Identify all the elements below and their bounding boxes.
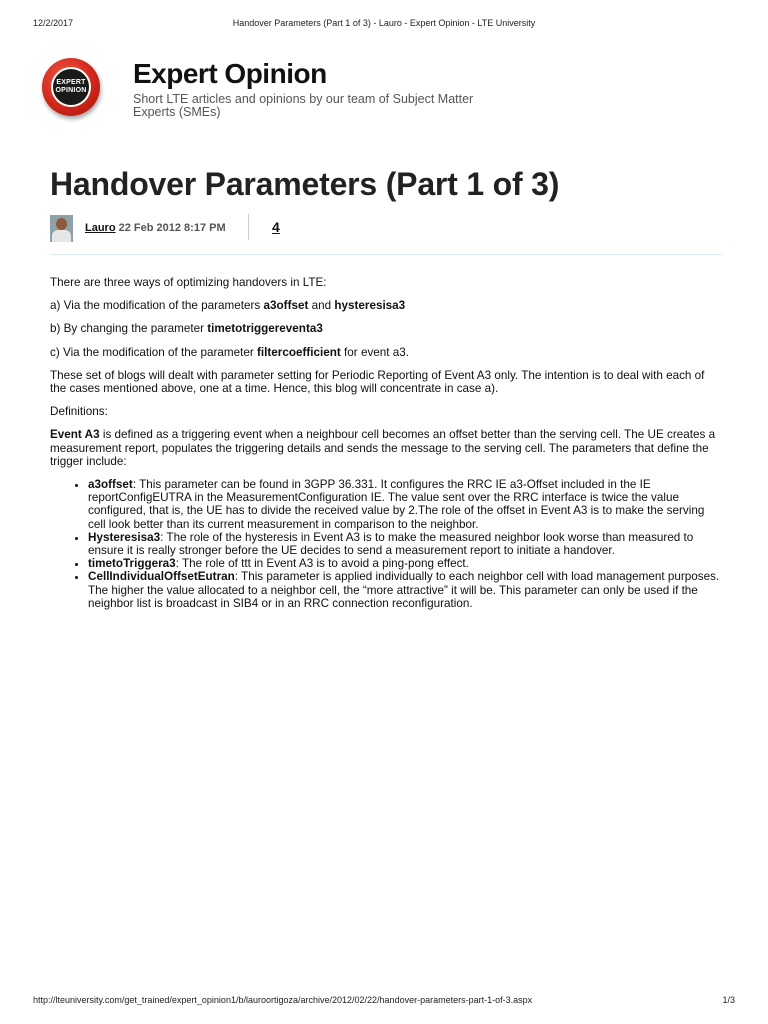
bullet-term: a3offset [88, 478, 133, 492]
header-divider [50, 254, 722, 255]
bullet-term: Hysteresisa3 [88, 530, 161, 544]
print-header-title: Handover Parameters (Part 1 of 3) - Lauro - Expert Opinion - LTE University [232, 18, 536, 28]
parameter-list [50, 478, 722, 610]
page-number: 1/3 [722, 995, 735, 1005]
list-item [88, 478, 722, 531]
bullet-term: timetoTriggera3 [88, 557, 176, 571]
event-a3-term: Event A3 [50, 428, 100, 442]
event-a3-text: is defined as a triggering event when a neighbour cell becomes an offset better than the serving cell. The UE creates a measurement report, populates the triggering details and sends the message to the serving cell. The parameters that define the trigger include: [50, 428, 716, 468]
list-item [88, 531, 722, 557]
blog-series-paragraph: These set of blogs will dealt with parameter setting for Periodic Reporting of Event A3 only. The intention is to deal with each of the cases mentioned above, one at a time. Hence, this blog will concentrate in case a). [50, 368, 705, 396]
bullet-text: : The role of ttt in Event A3 is to avoid a ping-pong effect. [175, 557, 469, 571]
page-url[interactable]: http://lteuniversity.com/get_trained/expert_opinion1/b/lauroortigoza/archive/2012/02/22/handover-parameters-part-1-of-3.aspx [33, 995, 533, 1005]
bullet-term: CellIndividualOffsetEutran [88, 570, 235, 584]
post-date: 22 Feb 2012 8:17 PM [118, 222, 226, 234]
intro-paragraph: There are three ways of optimizing handovers in LTE: [50, 276, 327, 289]
logo-badge [51, 67, 91, 107]
author-link[interactable]: Lauro [85, 222, 116, 234]
option-c [50, 346, 722, 359]
option-b [50, 322, 722, 335]
avatar-body-shape [52, 230, 71, 242]
bullet-text: : This parameter can be found in 3GPP 36.331. It configures the RRC IE a3-Offset included in the IE reportConfigEUTRA in the MeasurementConfiguration IE. The value sent over the RRC interface is twice the value configured, that is, the UE has to divide the received value by 2.The role of the offset in Event A3 is to make the serving cell look better than its current measurement in comparison to the neighbor. [88, 478, 705, 531]
byline-divider [248, 214, 249, 240]
expert-opinion-logo[interactable] [42, 58, 100, 116]
article-title: Handover Parameters (Part 1 of 3) [50, 166, 560, 202]
list-item [88, 557, 722, 570]
option-c-suffix: for event a3. [340, 345, 410, 359]
logo-text-line2: OPINION [55, 87, 87, 94]
definitions-label: Definitions: [50, 405, 108, 419]
logo-text-line1: EXPERT [56, 78, 86, 86]
option-a-and: and [308, 299, 335, 313]
param-a3offset: a3offset [263, 299, 309, 313]
byline [85, 222, 226, 234]
article-body [50, 276, 722, 610]
site-tagline: Short LTE articles and opinions by our team of Subject Matter Experts (SMEs) [133, 92, 474, 119]
param-hysteresisa3: hysteresisa3 [334, 299, 406, 313]
author-avatar[interactable] [50, 215, 73, 242]
bullet-text: : The role of the hysteresis in Event A3 is to make the measured neighbor look worse than measured to ensure it is really stronger before the UE decides to send a measurement report to initiate a handover. [88, 530, 694, 558]
print-header-date: 12/2/2017 [33, 18, 74, 28]
site-title[interactable]: Expert Opinion [133, 58, 327, 89]
option-b-text: b) By changing the parameter [50, 322, 208, 336]
option-c-text: c) Via the modification of the parameter [50, 345, 258, 359]
avatar-head-shape [56, 218, 67, 230]
event-a3-paragraph [50, 428, 722, 468]
param-timetotrigger: timetotriggereventa3 [207, 322, 323, 336]
bullet-text: : This parameter is applied individually to each neighbor cell with load management purposes. The higher the value allocated to a neighbor cell, the “more attractive” it will be. This parameter can only be used if the neighbor list is broadcast in SIB4 or in an RRC connection reconfiguration. [88, 570, 720, 610]
list-item [88, 570, 722, 610]
option-a [50, 299, 722, 312]
option-a-text: a) Via the modification of the parameters [50, 299, 264, 313]
param-filtercoefficient: filtercoefficient [257, 345, 341, 359]
comment-count-link[interactable]: 4 [272, 219, 280, 235]
